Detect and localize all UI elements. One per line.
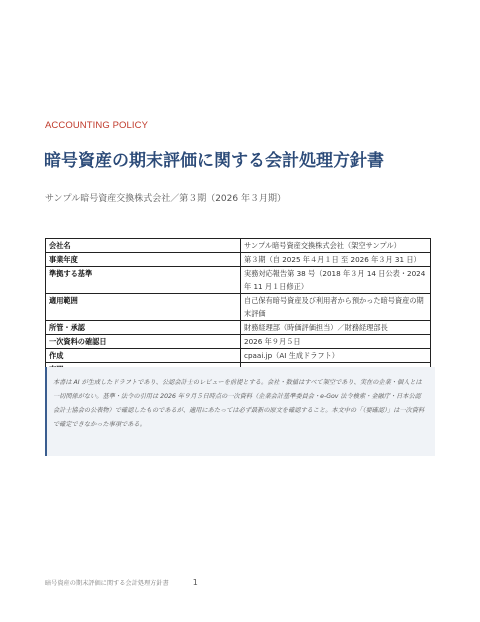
table-row: [46, 253, 431, 267]
document-meta-table: [45, 238, 431, 377]
page-number: 1: [192, 578, 198, 587]
document-subtitle: サンプル暗号資産交換株式会社／第３期（2026 年３月期）: [45, 194, 286, 204]
page-footer: [45, 578, 198, 587]
meta-key: 準拠する基準: [46, 267, 241, 294]
footer-doc-title: 暗号資産の期末評価に関する会計処理方針書: [45, 580, 169, 587]
meta-value: cpaai.jp（AI 生成ドラフト）: [241, 349, 431, 363]
table-row: [46, 239, 431, 253]
meta-value: 自己保有暗号資産及び利用者から預かった暗号資産の期末評価: [241, 294, 431, 321]
table-row: [46, 267, 431, 294]
meta-key: 適用範囲: [46, 294, 241, 321]
meta-value: 2026 年９月５日: [241, 335, 431, 349]
table-row: [46, 349, 431, 363]
eyebrow-label: ACCOUNTING POLICY: [45, 120, 149, 131]
table-row: [46, 321, 431, 335]
document-title: 暗号資産の期末評価に関する会計処理方針書: [44, 151, 384, 171]
table-row: [46, 335, 431, 349]
meta-key: 作成: [46, 349, 241, 363]
meta-key: 一次資料の確認日: [46, 335, 241, 349]
meta-value: 第３期（自 2025 年４月１日 至 2026 年３月 31 日）: [241, 253, 431, 267]
meta-key: 会社名: [46, 239, 241, 253]
meta-value: 財務経理部（時価評価担当）／財務経理部長: [241, 321, 431, 335]
meta-key: 事業年度: [46, 253, 241, 267]
ai-draft-notice: 本書は AI が生成したドラフトであり、公認会計士のレビューを前提とする。会社・数値はすべて架空であり、実在の企業・個人とは一切関係がない。基準・法令の引用は 2026 年９月５日時点の一次資料（企業会計基準委員会・e-Gov 法令検索・金融庁・日本公認会計士協会の公表物）で確認したものであるが、適用にあたっては必ず最新の原文を確認すること。本文中の「（要確認）」は一次資料で確定できなかった事項である。: [45, 367, 435, 456]
meta-value: 実務対応報告第 38 号（2018 年３月 14 日公表・2024 年 11 月１日修正）: [241, 267, 431, 294]
meta-value: サンプル暗号資産交換株式会社（架空サンプル）: [241, 239, 431, 253]
table-row: [46, 294, 431, 321]
meta-key: 所管・承認: [46, 321, 241, 335]
